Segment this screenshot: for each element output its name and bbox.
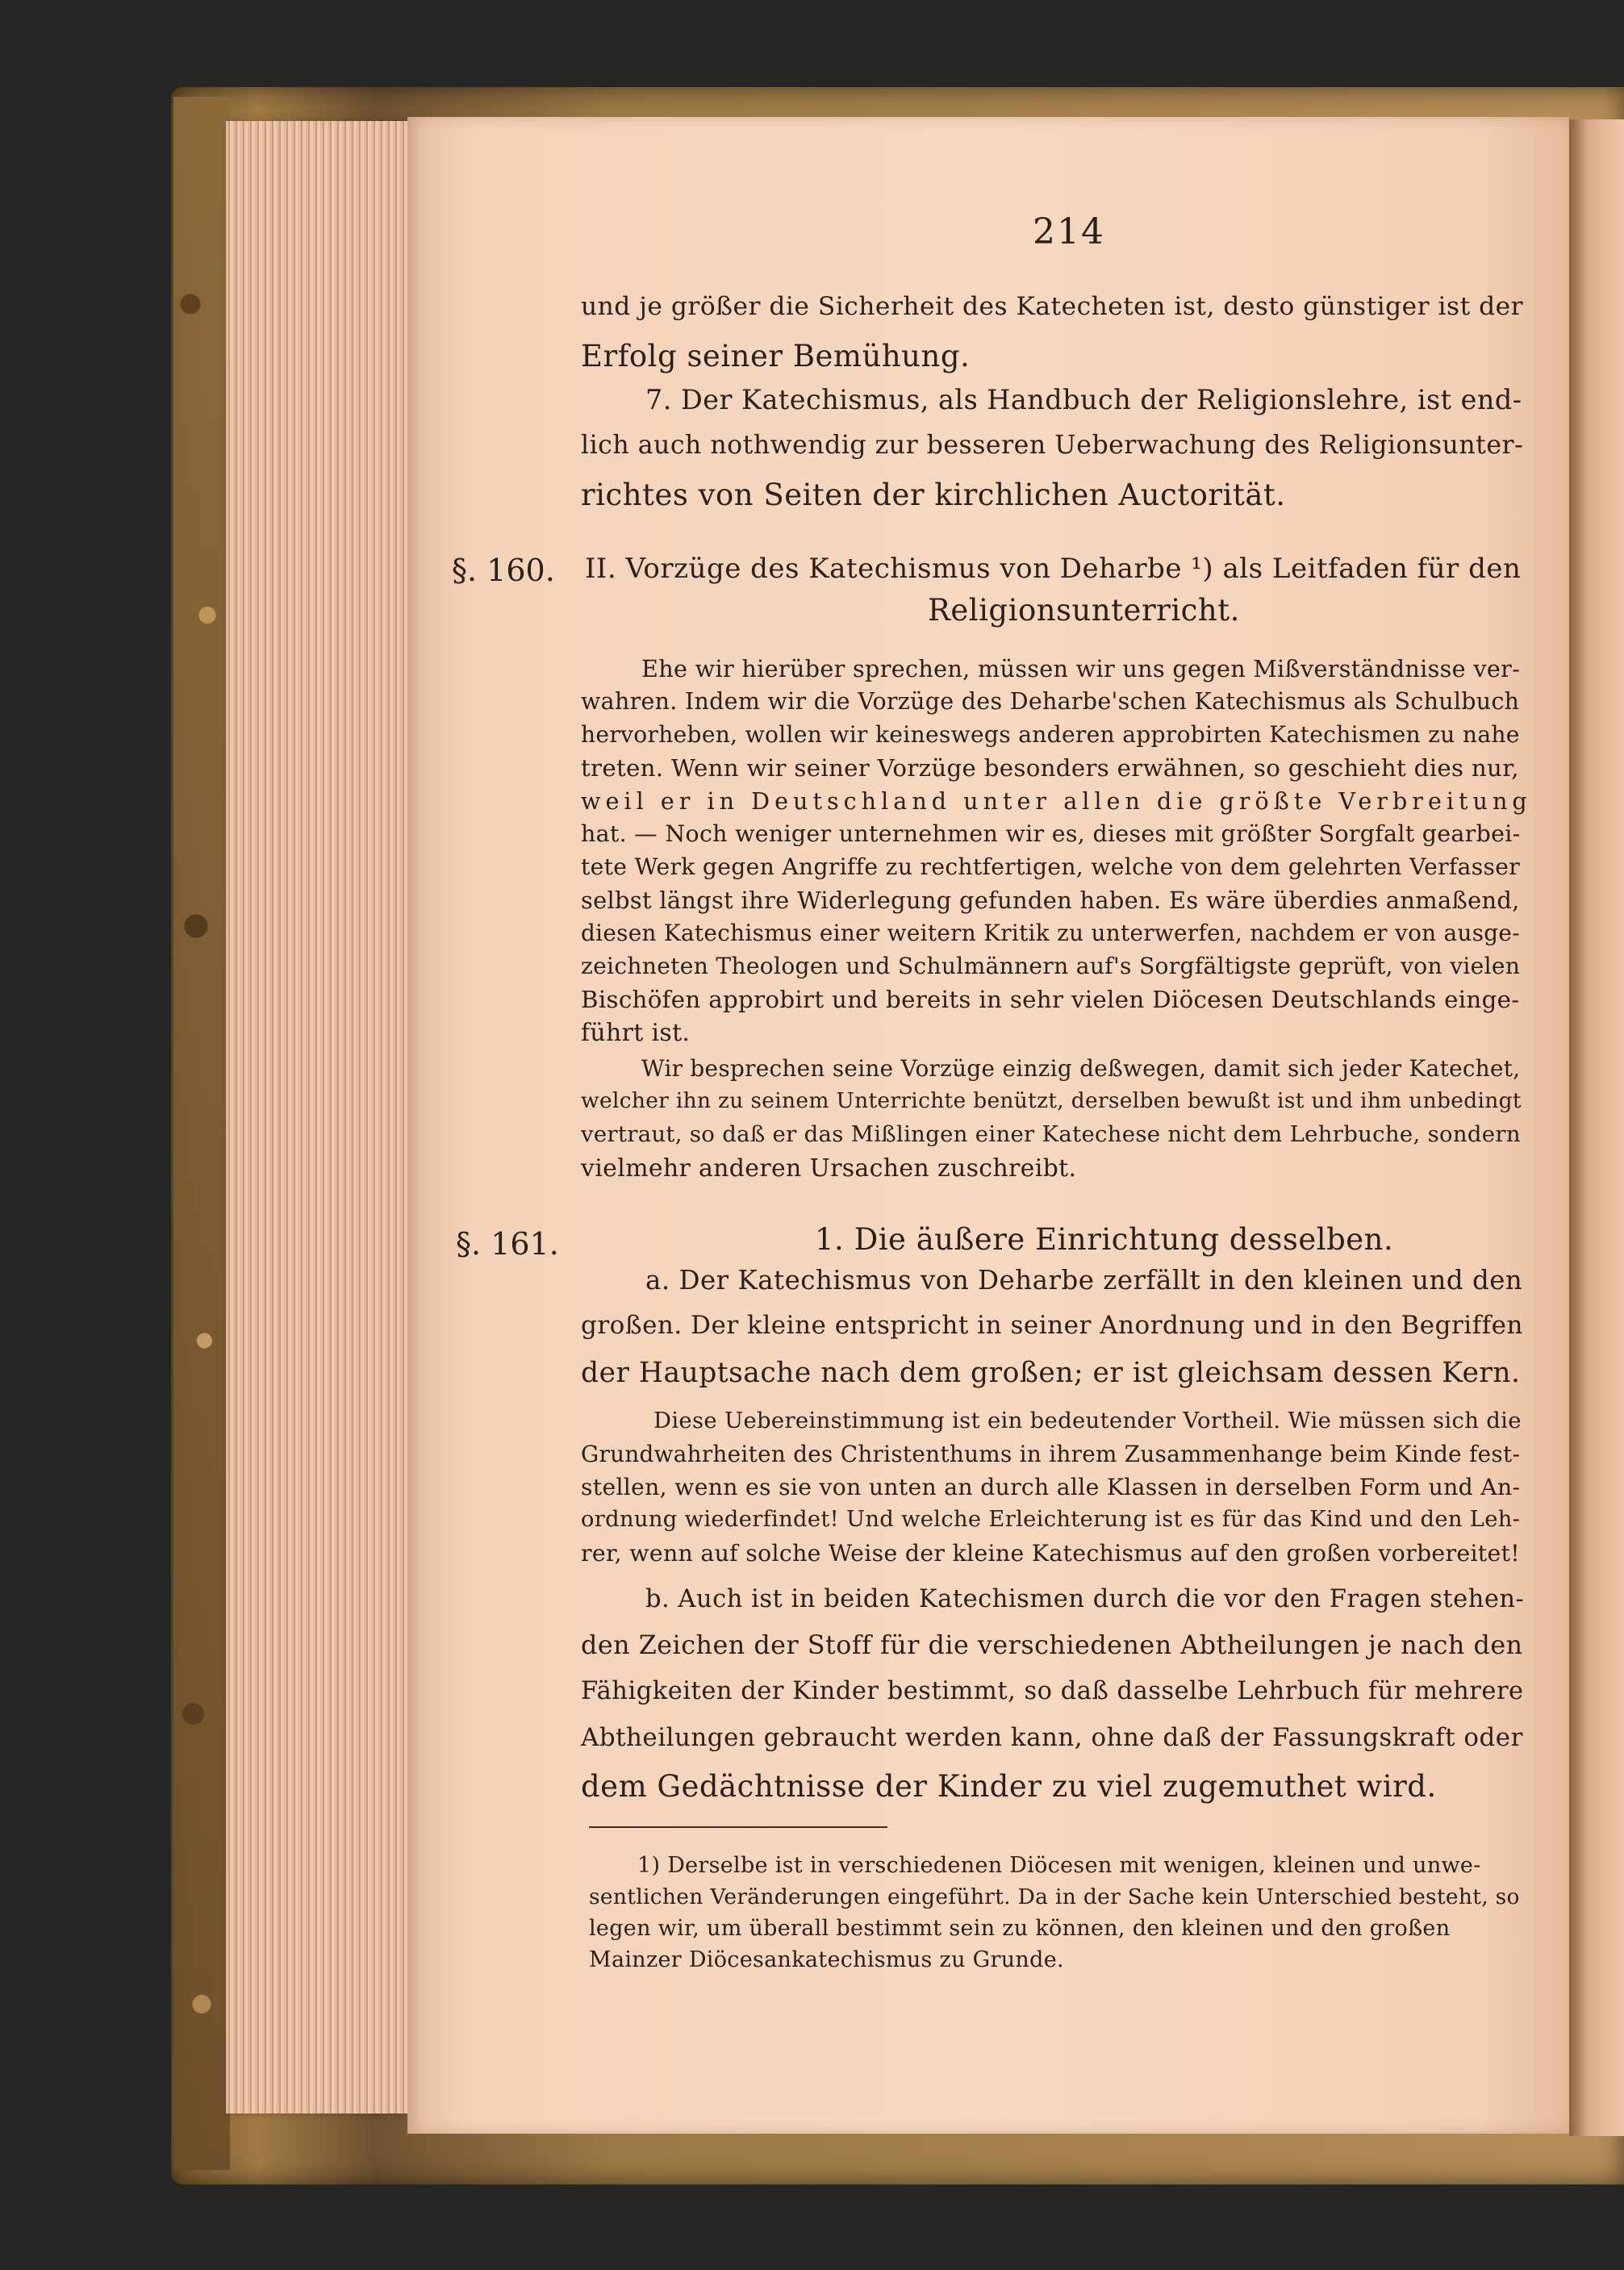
section-mark-160: §. 160. [452, 553, 555, 588]
small-text-line: ordnung wiederfindet! Und welche Erleichterung ist es für das Kind und den Leh- [581, 1507, 1521, 1532]
facing-page-edge [1569, 119, 1624, 2136]
small-text-line: Ehe wir hierüber sprechen, müssen wir uns gegen Mißverständnisse ver- [641, 655, 1521, 682]
section-heading: Religionsunterricht. [928, 593, 1240, 628]
small-text-line: führt ist. [581, 1019, 691, 1047]
footnote-line: sentlichen Veränderungen eingeführt. Da in der Sache kein Unterschied besteht, so [589, 1884, 1520, 1909]
page-number: 214 [1033, 211, 1105, 252]
small-text-line: rer, wenn auf solche Weise der kleine Katechismus auf den großen vorbereitet! [581, 1540, 1520, 1567]
text-line: richtes von Seiten der kirchlichen Auctorität. [581, 478, 1286, 512]
section-heading: 1. Die äußere Einrichtung desselben. [815, 1222, 1394, 1257]
small-text-line: zeichneten Theologen und Schulmännern auf's Sorgfältigste geprüft, von vielen [581, 953, 1521, 979]
text-line: lich auch nothwendig zur besseren Ueberwachung des Religionsunter- [581, 431, 1524, 460]
small-text-line: selbst längst ihre Widerlegung gefunden haben. Es wäre überdies anmaßend, [581, 887, 1520, 914]
small-text-line: tete Werk gegen Angriffe zu rechtfertigen, welche von dem gelehrten Verfasser [581, 853, 1521, 880]
small-text-line: Grundwahrheiten des Christenthums in ihrem Zusammenhange beim Kinde fest- [581, 1441, 1521, 1467]
small-text-line: diesen Katechismus einer weitern Kritik zu unterwerfen, nachdem er von ausge- [581, 920, 1520, 946]
text-line: den Zeichen der Stoff für die verschiedenen Abtheilungen je nach den [581, 1631, 1523, 1660]
text-line: 7. Der Katechismus, als Handbuch der Religionslehre, ist end- [645, 384, 1522, 415]
small-text-line: hervorheben, wollen wir keineswegs anderen approbirten Katechismen zu nahe [581, 721, 1520, 748]
small-text-line: treten. Wenn wir seiner Vorzüge besonders erwähnen, so geschieht dies nur, [581, 754, 1519, 782]
text-line: Fähigkeiten der Kinder bestimmt, so daß dasselbe Lehrbuch für mehrere [581, 1677, 1524, 1705]
footnote-line: legen wir, um überall bestimmt sein zu können, den kleinen und den großen [589, 1916, 1451, 1941]
small-text-line: vertraut, so daß er das Mißlingen einer Katechese nicht dem Lehrbuche, sondern [581, 1121, 1521, 1147]
footnote-rule [589, 1826, 887, 1828]
small-text-line: hat. — Noch weniger unternehmen wir es, dieses mit größter Sorgfalt gearbei- [581, 820, 1521, 847]
text-line: der Hauptsache nach dem großen; er ist gleichsam dessen Kern. [581, 1357, 1521, 1389]
marbled-cover-edge [173, 97, 230, 2170]
small-text-line: Diese Uebereinstimmung ist ein bedeutender Vortheil. Wie müssen sich die [653, 1408, 1522, 1433]
text-line: a. Der Katechismus von Deharbe zerfällt in den kleinen und den [645, 1265, 1523, 1296]
text-line: dem Gedächtnisse der Kinder zu viel zugemuthet wird. [581, 1769, 1437, 1804]
text-line: Abtheilungen gebraucht werden kann, ohne daß der Fassungskraft oder [581, 1723, 1523, 1752]
small-text-line: vielmehr anderen Ursachen zuschreibt. [581, 1154, 1077, 1183]
small-text-line: Bischöfen approbirt und bereits in sehr vielen Diöcesen Deutschlands einge- [581, 986, 1520, 1013]
footnote-line: 1) Derselbe ist in verschiedenen Diöcesen mit wenigen, kleinen und unwe- [637, 1853, 1481, 1878]
small-text-line: Wir besprechen seine Vorzüge einzig deßwegen, damit sich jeder Katechet, [641, 1055, 1521, 1082]
section-mark-161: §. 161. [456, 1226, 559, 1262]
small-text-line: wahren. Indem wir die Vorzüge des Deharbe'schen Katechismus als Schulbuch [581, 688, 1520, 715]
text-line: Erfolg seiner Bemühung. [581, 339, 971, 373]
page-stack-edges [226, 121, 420, 2114]
small-text-line: welcher ihn zu seinem Unterrichte benützt, derselben bewußt ist und ihm unbedingt [581, 1088, 1522, 1113]
text-line: b. Auch ist in beiden Katechismen durch die vor den Fragen stehen- [645, 1585, 1525, 1613]
section-heading: II. Vorzüge des Katechismus von Deharbe ¹) als Leitfaden für den [585, 553, 1522, 585]
small-text-line: stellen, wenn es sie von unten an durch alle Klassen in derselben Form und An- [581, 1474, 1521, 1500]
small-text-line: weil er in Deutschland unter allen die größte Verbreitung [581, 787, 1532, 815]
footnote-line: Mainzer Diöcesankatechismus zu Grunde. [589, 1947, 1064, 1972]
text-line: und je größer die Sicherheit des Katecheten ist, desto günstiger ist der [581, 292, 1524, 321]
text-line: großen. Der kleine entspricht in seiner Anordnung und in den Begriffen [581, 1311, 1524, 1340]
